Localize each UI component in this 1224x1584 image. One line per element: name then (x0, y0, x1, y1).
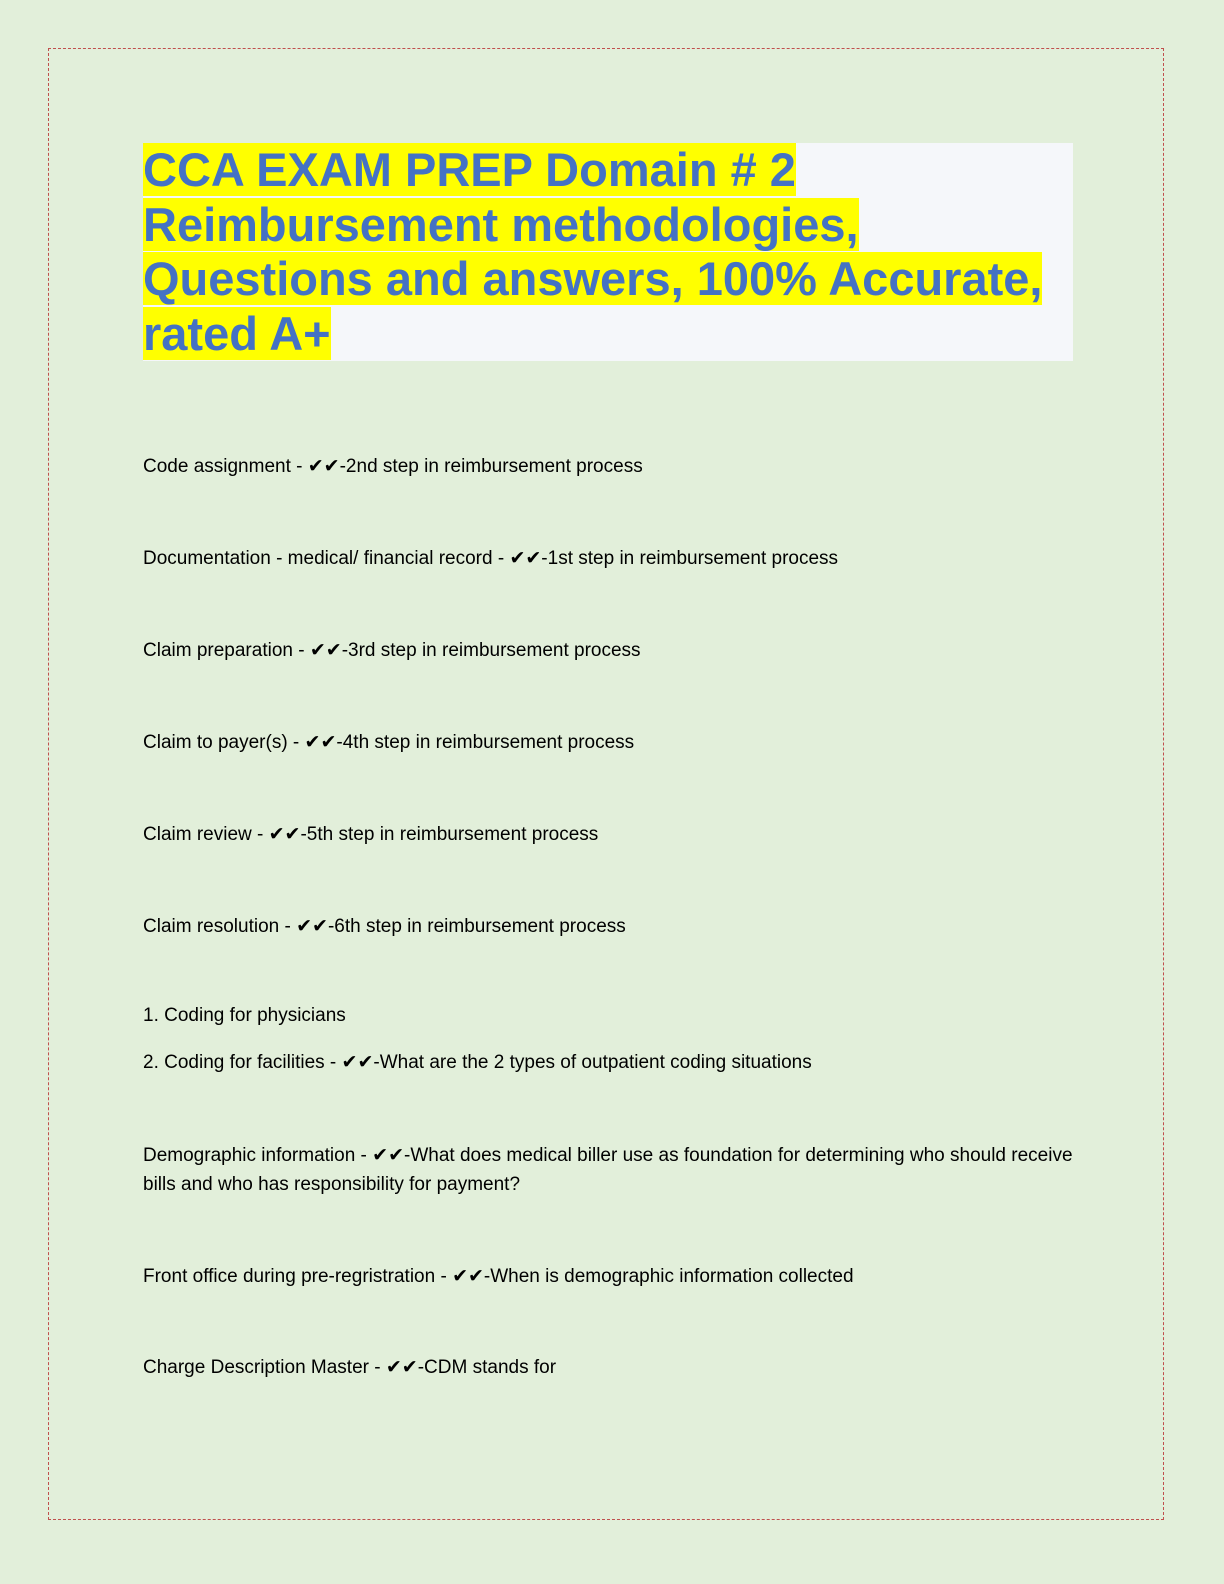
qa-term: Claim resolution (143, 916, 280, 937)
qa-separator: - (290, 456, 308, 477)
qa-term: Code assignment (143, 456, 291, 477)
title-block (143, 143, 1073, 361)
qa-item (143, 912, 1083, 941)
checkmark-icon: ✔✔ (268, 823, 301, 845)
checkmark-icon: ✔✔ (296, 915, 328, 937)
qa-answer: -When is demographic information collected (483, 1266, 854, 1287)
qa-term: Charge Description Master (143, 1357, 369, 1378)
qa-answer: -2nd step in reimbursement process (339, 456, 643, 477)
qa-term: 1. Coding for physicians (143, 1005, 346, 1026)
checkmark-icon: ✔✔ (385, 1356, 418, 1378)
qa-item (143, 728, 1083, 757)
document-title (143, 143, 1073, 361)
qa-answer: -5th step in reimbursement process (300, 824, 599, 845)
qa-separator: - (324, 1052, 342, 1073)
checkmark-icon: ✔✔ (304, 731, 337, 753)
qa-answer: -What are the 2 types of outpatient coding situations (373, 1052, 812, 1073)
qa-term: Documentation - medical/ financial record (143, 548, 493, 569)
qa-answer: -4th step in reimbursement process (336, 732, 635, 753)
qa-answer: -6th step in reimbursement process (327, 916, 626, 937)
qa-term-line (143, 1001, 1083, 1030)
checkmark-icon: ✔✔ (307, 455, 340, 477)
qa-answer: -1st step in reimbursement process (541, 548, 839, 569)
qa-answer: -CDM stands for (417, 1357, 557, 1378)
qa-item (143, 1048, 1083, 1077)
qa-item (143, 1353, 1083, 1382)
qa-separator: - (279, 916, 297, 937)
qa-answer: -What does medical biller use as foundation for determining who should receive bills and who has responsibility for payment? (143, 1145, 1073, 1195)
qa-separator: - (435, 1266, 453, 1287)
qa-term: Demographic information (143, 1145, 356, 1166)
qa-term: 2. Coding for facilities (143, 1052, 325, 1073)
checkmark-icon: ✔✔ (372, 1144, 404, 1166)
qa-answer: -3rd step in reimbursement process (341, 640, 641, 661)
qa-item (143, 820, 1083, 849)
qa-item (143, 636, 1083, 665)
title-highlight: CCA EXAM PREP Domain # 2 Reimbursement methodologies, Questions and answers, 100% Accurate, rated A+ (143, 143, 1043, 360)
checkmark-icon: ✔✔ (341, 1051, 374, 1073)
qa-term: Front office during pre-regristration (143, 1266, 436, 1287)
qa-item (143, 1262, 1083, 1291)
qa-separator: - (251, 824, 269, 845)
qa-term: Claim to payer(s) (143, 732, 288, 753)
qa-item (143, 452, 1083, 481)
checkmark-icon: ✔✔ (509, 547, 542, 569)
qa-term: Claim review (143, 824, 252, 845)
qa-separator: - (287, 732, 305, 753)
qa-term: Claim preparation (143, 640, 293, 661)
qa-separator: - (292, 640, 310, 661)
qa-separator: - (492, 548, 510, 569)
checkmark-icon: ✔✔ (452, 1265, 484, 1287)
qa-separator: - (368, 1357, 386, 1378)
qa-item (143, 1141, 1083, 1199)
checkmark-icon: ✔✔ (309, 639, 342, 661)
qa-separator: - (355, 1145, 373, 1166)
qa-item (143, 544, 1083, 573)
